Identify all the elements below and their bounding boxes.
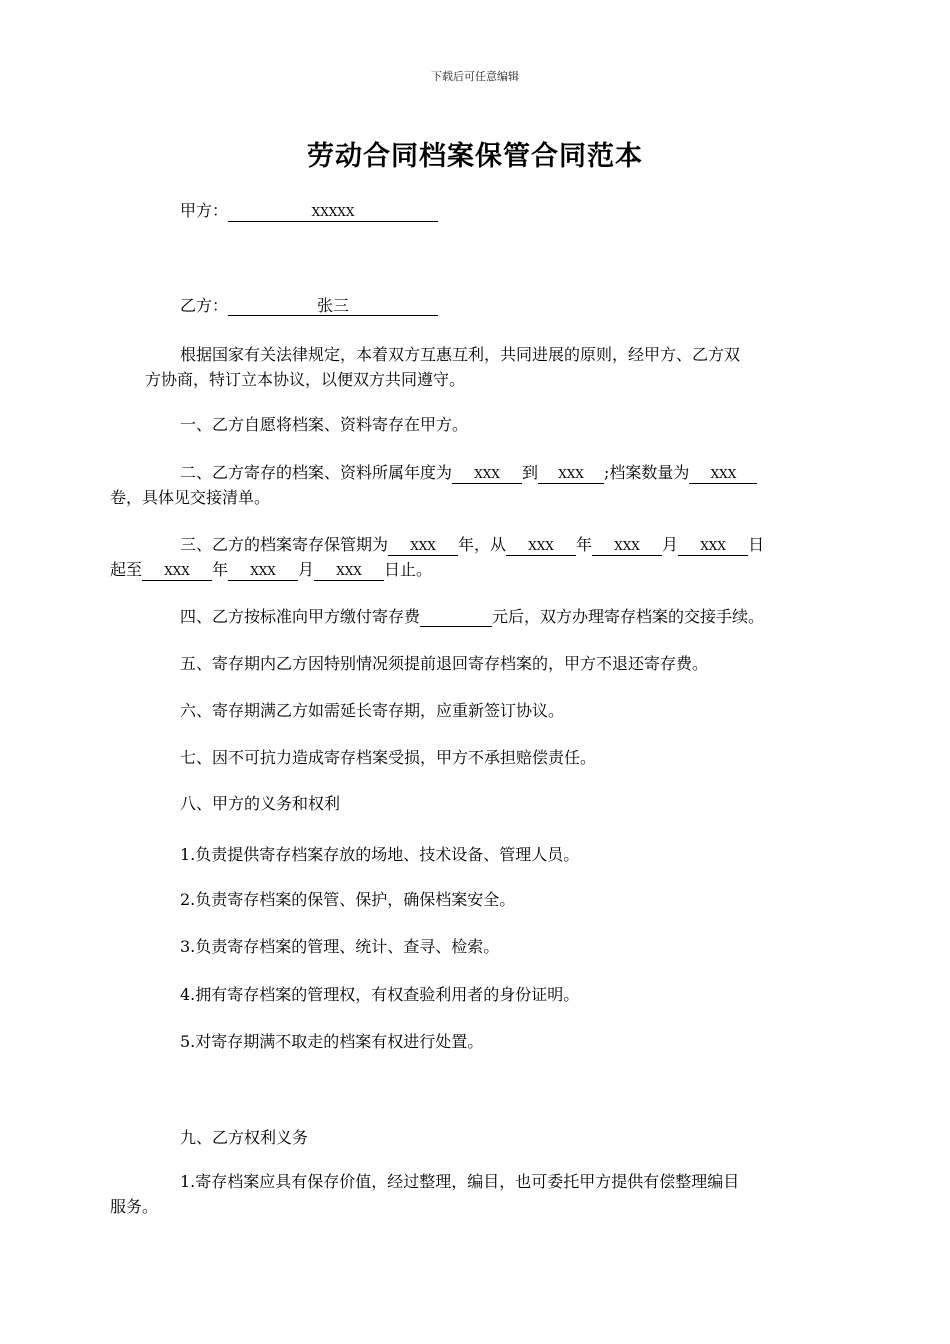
clause-5: 五、寄存期内乙方因特别情况须提前退回寄存档案的，甲方不退还寄存费。 (180, 654, 709, 673)
intro-paragraph (145, 342, 810, 392)
clause-9-item-1 (110, 1169, 810, 1219)
party-a-name: XXXXX (228, 203, 438, 222)
start-month-blank: XXX (592, 537, 662, 556)
party-a-label: 甲方： (180, 201, 229, 220)
volume-count-blank: XXX (689, 465, 757, 484)
intro-line-2: 方协商，特订立本协议，以便双方共同遵守。 (145, 370, 466, 389)
clause-8-item-4: 4.拥有寄存档案的管理权，有权查验利用者的身份证明。 (180, 985, 580, 1004)
end-day-blank: XXX (314, 562, 384, 581)
page-header: 下载后可任意编辑 (431, 70, 519, 83)
clause-3-text: 年，从 (458, 535, 507, 554)
start-day-blank: XXX (678, 537, 748, 556)
clause-2-line-2: 卷，具体见交接清单。 (110, 488, 271, 507)
clause-3 (110, 532, 810, 582)
clause-3-text: 日止。 (384, 560, 433, 579)
clause-2-text: ;档案数量为 (604, 463, 690, 482)
party-b-label: 乙方： (180, 296, 229, 315)
clause-8-heading: 八、甲方的义务和权利 (180, 794, 341, 813)
clause-8-item-3: 3.负责寄存档案的管理、统计、查寻、检索。 (180, 937, 500, 956)
clause-3-text: 月 (298, 560, 315, 579)
document-title: 劳动合同档案保管合同范本 (307, 141, 643, 172)
party-b-line (145, 293, 810, 318)
clause-9-item-1-line-1: 1.寄存档案应具有保存价值，经过整理，编目，也可委托甲方提供有偿整理编目 (180, 1172, 740, 1191)
clause-6: 六、寄存期满乙方如需延长寄存期，应重新签订协议。 (180, 701, 565, 720)
clause-2-text: 到 (522, 463, 539, 482)
clause-7: 七、因不可抗力造成寄存档案受损，甲方不承担赔偿责任。 (180, 748, 597, 767)
clause-3-text: 月 (662, 535, 679, 554)
clause-1: 一、乙方自愿将档案、资料寄存在甲方。 (180, 415, 469, 434)
year-to-blank: XXX (538, 465, 604, 484)
clause-2 (110, 460, 810, 510)
clause-8-item-1: 1.负责提供寄存档案存放的场地、技术设备、管理人员。 (180, 845, 580, 864)
clause-3-text: 年 (212, 560, 229, 579)
clause-3-text: 日 (748, 535, 765, 554)
end-year-blank: XXX (142, 562, 212, 581)
clause-8-item-2: 2.负责寄存档案的保管、保护，确保档案安全。 (180, 890, 516, 909)
clause-9-heading: 九、乙方权利义务 (180, 1128, 309, 1147)
clause-3-text: 起至 (110, 560, 143, 579)
clause-4-text: 元后，双方办理寄存档案的交接手续。 (492, 607, 765, 626)
party-a-line (145, 198, 810, 223)
fee-blank (420, 608, 492, 627)
year-from-blank: XXX (452, 465, 522, 484)
clause-4-text: 四、乙方按标准向甲方缴付寄存费 (180, 607, 421, 626)
start-year-blank: XXX (506, 537, 576, 556)
clause-3-text: 三、乙方的档案寄存保管期为 (180, 535, 389, 554)
period-years-blank: XXX (388, 537, 458, 556)
party-b-name: 张三 (228, 297, 438, 316)
clause-2-text: 二、乙方寄存的档案、资料所属年度为 (180, 463, 453, 482)
clause-3-text: 年 (576, 535, 593, 554)
clause-4 (145, 604, 825, 629)
clause-8-item-5: 5.对寄存期满不取走的档案有权进行处置。 (180, 1032, 484, 1051)
intro-line-1: 根据国家有关法律规定，本着双方互惠互利，共同进展的原则，经甲方、乙方双 (180, 345, 741, 364)
end-month-blank: XXX (228, 562, 298, 581)
clause-9-item-1-line-2: 服务。 (110, 1197, 159, 1216)
